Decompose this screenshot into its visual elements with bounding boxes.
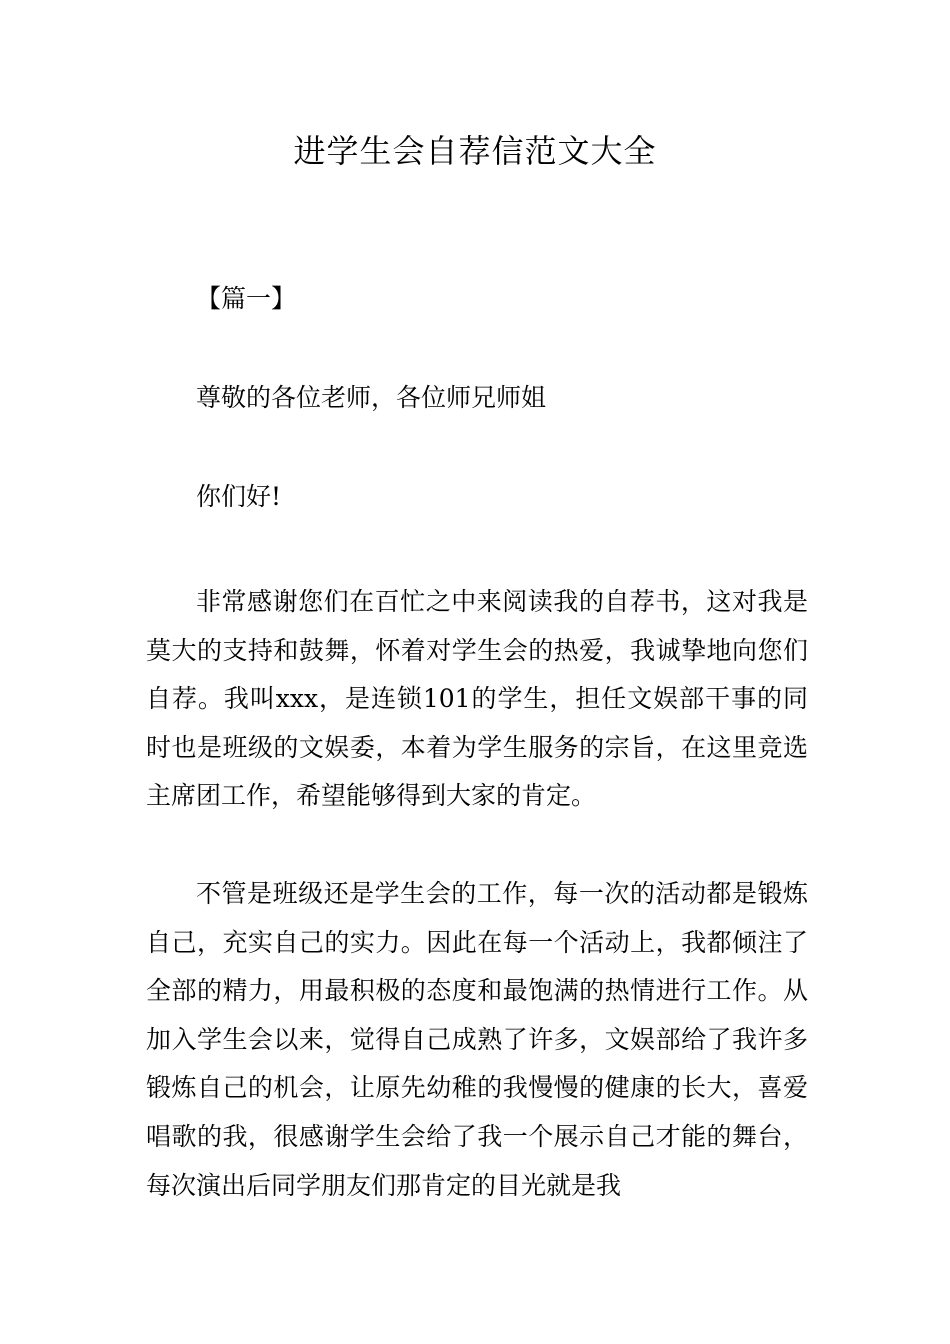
body-paragraph: 不管是班级还是学生会的工作，每一次的活动都是锻炼自己，充实自己的实力。因此在每一个活动上，我都倾注了全部的精力，用最积极的态度和最饱满的热情进行工作。从加入学生会以来，觉得自己成熟了许多，文娱部给了我许多锻炼自己的机会，让原先幼稚的我慢慢的健康的长大，喜爱唱歌的我，很感谢学生会给了我一个展示自己才能的舞台，每次演出后同学朋友们那肯定的目光就是我 — [146, 879, 808, 1200]
section-label: 【篇一】 — [196, 284, 297, 313]
salutation: 尊敬的各位老师，各位师兄师姐 — [196, 383, 547, 412]
greeting: 你们好! — [196, 482, 282, 511]
body-paragraph: 非常感谢您们在百忙之中来阅读我的自荐书，这对我是莫大的支持和鼓舞，怀着对学生会的热爱，我诚挚地向您们自荐。我叫xxx，是连锁101的学生，担任文娱部干事的同时也是班级的文娱委，本着为学生服务的宗旨，在这里竞选主席团工作，希望能够得到大家的肯定。 — [146, 587, 808, 811]
document-title: 进学生会自荐信范文大全 — [293, 132, 657, 170]
